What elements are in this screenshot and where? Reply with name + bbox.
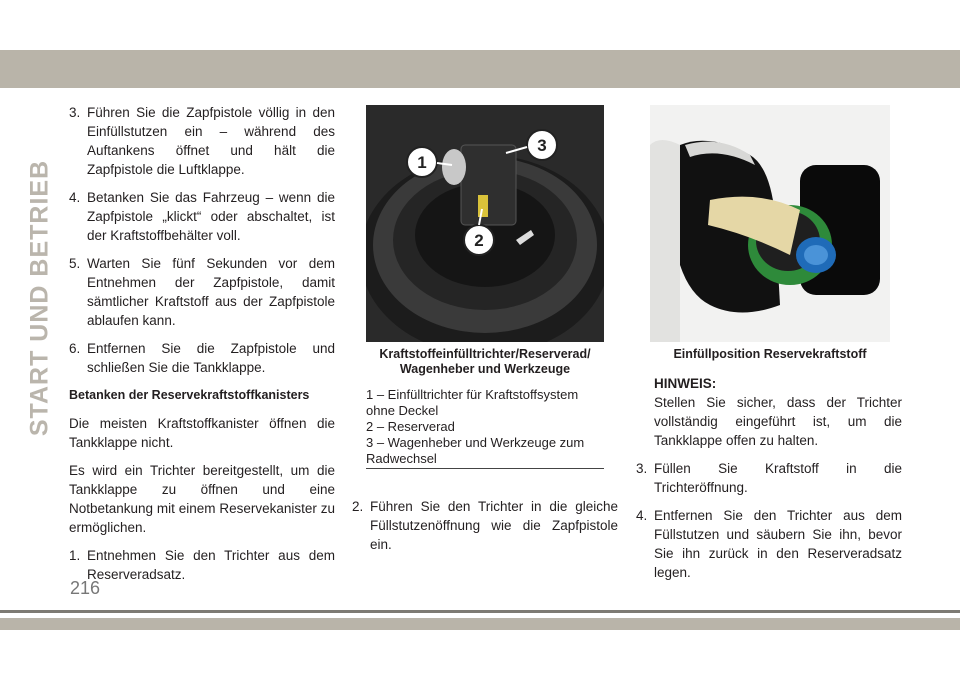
step-item [69, 546, 335, 584]
step-item [69, 339, 335, 377]
step-number: 4. [69, 190, 81, 205]
step-number: 1. [69, 548, 81, 563]
step-number: 3. [69, 105, 81, 120]
step-number: 4. [636, 508, 648, 523]
footer-rule [0, 610, 960, 613]
column-right [636, 374, 902, 591]
callout-label: 1 [417, 153, 427, 172]
spare-tire-kit-photo [366, 105, 604, 342]
step-item [69, 103, 335, 179]
legend-item: 1 – Einfülltrichter für Kraftstoffsystem ohne Deckel [366, 387, 579, 418]
section-subheading: Betanken der Reservekraftstoffkanisters [69, 388, 310, 402]
figure-caption: Einfüllposition Reservekraftstoff [673, 347, 867, 361]
page-number: 216 [70, 578, 101, 598]
step-text: Entfernen Sie die Zapfpistole und schließen Sie die Tankklappe. [87, 341, 335, 375]
step-text: Entfernen Sie den Trichter aus dem Füllstutzen und säubern Sie ihn, bevor Sie ihn zurück in den Reserveradsatz legen. [654, 508, 902, 580]
figure-caption: Kraftstoffeinfülltrichter/Reserverad/ Wagenheber und Werkzeuge [379, 347, 591, 376]
step-text: Warten Sie fünf Sekunden vor dem Entnehmen der Zapfpistole, damit sämtlicher Kraftstoff aus der Zapfpistole ablaufen kann. [87, 256, 335, 328]
legend-divider [366, 468, 604, 469]
column-middle [352, 497, 618, 563]
body-paragraph: Die meisten Kraftstoffkanister öffnen die Tankklappe nicht. [69, 416, 335, 450]
callout-label: 3 [537, 136, 547, 155]
step-item [69, 188, 335, 245]
step-text: Führen Sie die Zapfpistole völlig in den Einfüllstutzen ein – während des Auftankens öffnet und hält die Zapfpistole die Luftklappe. [87, 105, 335, 177]
fuel-filler-photo [650, 105, 890, 342]
step-number: 3. [636, 461, 648, 476]
callout-label: 2 [474, 231, 484, 250]
step-item [636, 459, 902, 497]
step-number: 5. [69, 256, 81, 271]
note-block [636, 374, 902, 450]
legend-item: 2 – Reserverad [366, 419, 455, 434]
step-text: Betanken Sie das Fahrzeug – wenn die Zapfpistole „klickt“ oder abschaltet, ist der Kraftstoffbehälter voll. [87, 190, 335, 243]
note-text: Stellen Sie sicher, dass der Trichter vollständig eingeführt ist, um die Tankklappe offen zu halten. [654, 395, 902, 448]
step-text: Führen Sie den Trichter in die gleiche Füllstutzenöffnung wie die Zapfpistole ein. [370, 499, 618, 552]
section-side-label: START UND BETRIEB [25, 159, 54, 437]
footer-band [0, 618, 960, 630]
figure-legend [366, 387, 604, 467]
column-left [69, 103, 335, 593]
step-number: 6. [69, 341, 81, 356]
step-number: 2. [352, 499, 364, 514]
fuel-filler-illustration [650, 105, 890, 342]
step-item [69, 254, 335, 330]
body-paragraph: Es wird ein Trichter bereitgestellt, um die Tankklappe zu öffnen und eine Notbetankung mit einem Reservekanister zu ermöglichen. [69, 463, 335, 535]
step-text: Entnehmen Sie den Trichter aus dem Reserveradsatz. [87, 548, 335, 582]
spare-tire-illustration [366, 105, 604, 342]
header-band [0, 50, 960, 88]
legend-item: 3 – Wagenheber und Werkzeuge zum Radwechsel [366, 435, 585, 466]
step-item [636, 506, 902, 582]
step-item [352, 497, 618, 554]
note-label: HINWEIS: [654, 376, 717, 391]
step-text: Füllen Sie Kraftstoff in die Trichteröffnung. [654, 461, 902, 495]
